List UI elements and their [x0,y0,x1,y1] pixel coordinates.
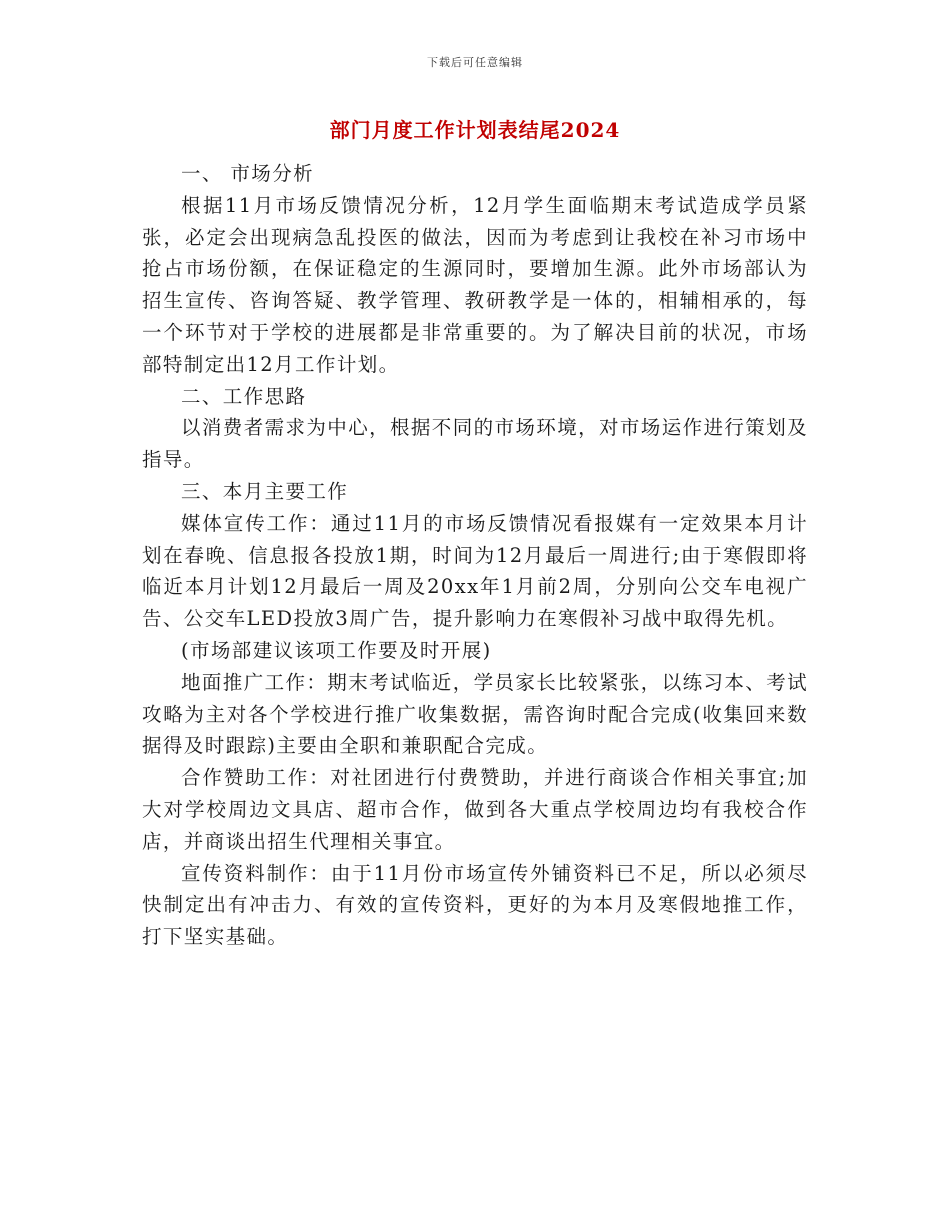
header-note: 下载后可任意编辑 [427,56,523,69]
paragraph-ground-promotion: 地面推广工作：期末考试临近，学员家长比较紧张，以练习本、考试攻略为主对各个学校进行推广收集数据，需咨询时配合完成(收集回来数据得及时跟踪)主要由全职和兼职配合完成。 [142,670,809,758]
paragraph-media-publicity: 媒体宣传工作：通过11月的市场反馈情况看报媒有一定效果本月计划在春晚、信息报各投放1期，时间为12月最后一周进行;由于寒假即将临近本月计划12月最后一周及20xx年1月前2周，分别向公交车电视广告、公交车LED投放3周广告，提升影响力在寒假补习战中取得先机。 [142,511,808,631]
section-heading-market-analysis: 一、 市场分析 [181,162,314,185]
paragraph-market-suggestion: (市场部建议该项工作要及时开展) [181,638,492,662]
paragraph-market-analysis: 根据11月市场反馈情况分析，12月学生面临期末考试造成学员紧张，必定会出现病急乱投医的做法，因而为考虑到让我校在补习市场中抢占市场份额，在保证稳定的生源同时，要增加生源。此外市场部认为招生宣传、咨询答疑、教学管理、教研教学是一体的，相辅相承的，每一个环节对于学校的进展都是非常重要的。为了解决目前的状况，市场部特制定出12月工作计划。 [142,193,808,376]
document-body [142,158,808,953]
paragraph-work-approach: 以消费者需求为中心，根据不同的市场环境，对市场运作进行策划及指导。 [142,416,809,472]
section-heading-work-approach: 二、工作思路 [181,384,307,408]
section-heading-main-work: 三、本月主要工作 [181,479,349,503]
document-title: 部门月度工作计划表结尾2024 [329,118,621,142]
paragraph-sponsorship: 合作赞助工作：对社团进行付费赞助，并进行商谈合作相关事宜;加大对学校周边文具店、超市合作，做到各大重点学校周边均有我校合作店，并商谈出招生代理相关事宜。 [142,766,808,853]
paragraph-materials: 宣传资料制作：由于11月份市场宣传外铺资料已不足，所以必须尽快制定出有冲击力、有效的宣传资料，更好的为本月及寒假地推工作，打下坚实基础。 [142,861,808,949]
